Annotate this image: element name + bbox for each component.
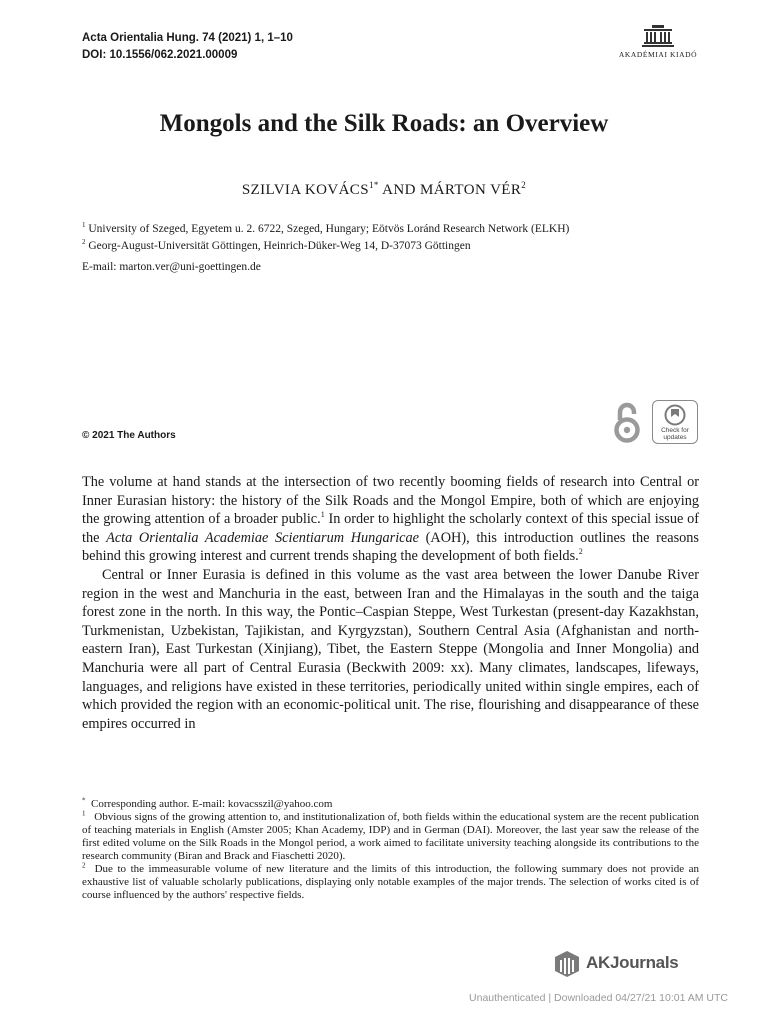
publisher-name: AKADÉMIAI KIADÓ — [618, 50, 698, 59]
author-mark: 2 — [521, 180, 527, 190]
body-text-run: In order to highlight the scholarly context of this special issue of the — [82, 511, 699, 546]
check-for-updates-line: Check for — [661, 427, 689, 434]
akjournals-wordmark: AKJournals — [586, 953, 679, 972]
affiliation-text: Georg-August-Universität Göttingen, Heinrich-Düker-Weg 14, D-37073 Göttingen — [88, 239, 471, 252]
article-body — [82, 473, 699, 733]
authors-join: AND — [378, 182, 420, 198]
author-name: MÁRTON VÉR — [419, 182, 522, 198]
journal-line: Acta Orientalia Hung. 74 (2021) 1, 1–10 — [82, 32, 293, 44]
footnote-ref[interactable]: 1 — [320, 510, 325, 520]
contact-email[interactable]: E-mail: marton.ver@uni-goettingen.de — [82, 261, 261, 273]
author-list — [0, 180, 768, 199]
body-text-run: The volume at hand stands at the intersection of two recently booming fields of research into Central or Inner Eurasian history: the history of the Silk Roads and the Mongol Empire, both of which are enjoying the growing attention of a broader public. — [82, 474, 699, 528]
footnote-text: Obvious signs of the growing attention to, and institutionalization of, both fields within the educational system are the recent publication of teaching materials in English (Amster 2005; Khan Academy, IDP) and in German (DAI). Moreover, the last year saw the release of the first edited volume on the Silk Roads in the Mongol period, a work aimed to facilitate university teaching alongside its contributions to the research community (Biran and Brack and Fiaschetti 2020). — [82, 811, 700, 862]
check-for-updates-line: updates — [663, 434, 687, 441]
footnote-mark: * — [82, 796, 86, 805]
check-for-updates-icon — [664, 404, 686, 426]
article-title: Mongols and the Silk Roads: an Overview — [159, 110, 609, 137]
check-for-updates-badge[interactable] — [652, 400, 698, 444]
footnote — [82, 811, 699, 863]
affiliation — [82, 221, 569, 235]
publisher-logo — [612, 24, 704, 59]
footnote — [82, 863, 699, 902]
journal-name: Acta Orientalia Academiae Scientiarum Hungaricae — [106, 529, 420, 546]
body-paragraph — [82, 473, 699, 566]
download-note: Unauthenticated | Downloaded 04/27/21 10:01 AM UTC — [469, 992, 728, 1004]
affiliation — [82, 238, 471, 252]
body-text-run: (AOH), this introduction outlines the reasons behind this growing interest and current trends shaping the development of both fields. — [82, 529, 699, 565]
footnote-ref[interactable]: 2 — [578, 547, 583, 557]
open-access-icon[interactable] — [612, 400, 642, 444]
author-mark: 1* — [368, 180, 379, 190]
footnote-text: Corresponding author. E-mail: kovacsszil@yahoo.com — [91, 798, 333, 810]
author-name: SZILVIA KOVÁCS — [241, 182, 369, 198]
body-paragraph: Central or Inner Eurasia is defined in this volume as the vast area between the lower Danube River region in the west and Manchuria in the east, between Iran and the Himalayas in the south and the taiga forest zone in the north. In this way, the Pontic–Caspian Steppe, West Turkestan (present-day Kazakhstan, Turkmenistan, Uzbekistan, Tajikistan, and Kyrgyzstan), Southern Central Asia (Afghanistan and north-eastern Iran), East Turkestan (Xinjiang), Tibet, the Eastern Steppe (Mongolia and Inner Mongolia) and Manchuria were all part of Central Eurasia (Beckwith 2009: xx). Many climates, landscapes, lifeways, languages, and religions have existed in these territories, periodically united within single empires, each of which provided the region with an economic-political unit. The rise, flourishing and disappearance of these empires occurred in — [82, 566, 699, 732]
affiliation-mark: 2 — [82, 238, 86, 246]
akjournals-logo[interactable] — [552, 948, 678, 978]
copyright-notice: © 2021 The Authors — [82, 430, 176, 441]
check-for-updates-label — [653, 427, 697, 441]
akjournals-icon — [552, 948, 582, 978]
footnote-mark: 1 — [82, 809, 86, 818]
footnote-text: Due to the immeasurable volume of new literature and the limits of this introduction, the following summary does not provide an exhaustive list of valuable scholarly publications, displaying only notable examples of the major trends. The selection of works cited is of course influenced by the authors' respective fields. — [82, 863, 700, 901]
affiliation-mark: 1 — [82, 221, 86, 229]
doi-line[interactable]: DOI: 10.1556/062.2021.00009 — [82, 49, 238, 61]
journal-citation — [82, 30, 293, 64]
footnotes — [82, 798, 699, 902]
academy-building-icon — [640, 24, 676, 48]
footnote — [82, 798, 699, 811]
affiliation-text: University of Szeged, Egyetem u. 2. 6722, Szeged, Hungary; Eötvös Loránd Research Network (ELKH) — [88, 222, 570, 235]
footnote-mark: 2 — [82, 861, 86, 870]
